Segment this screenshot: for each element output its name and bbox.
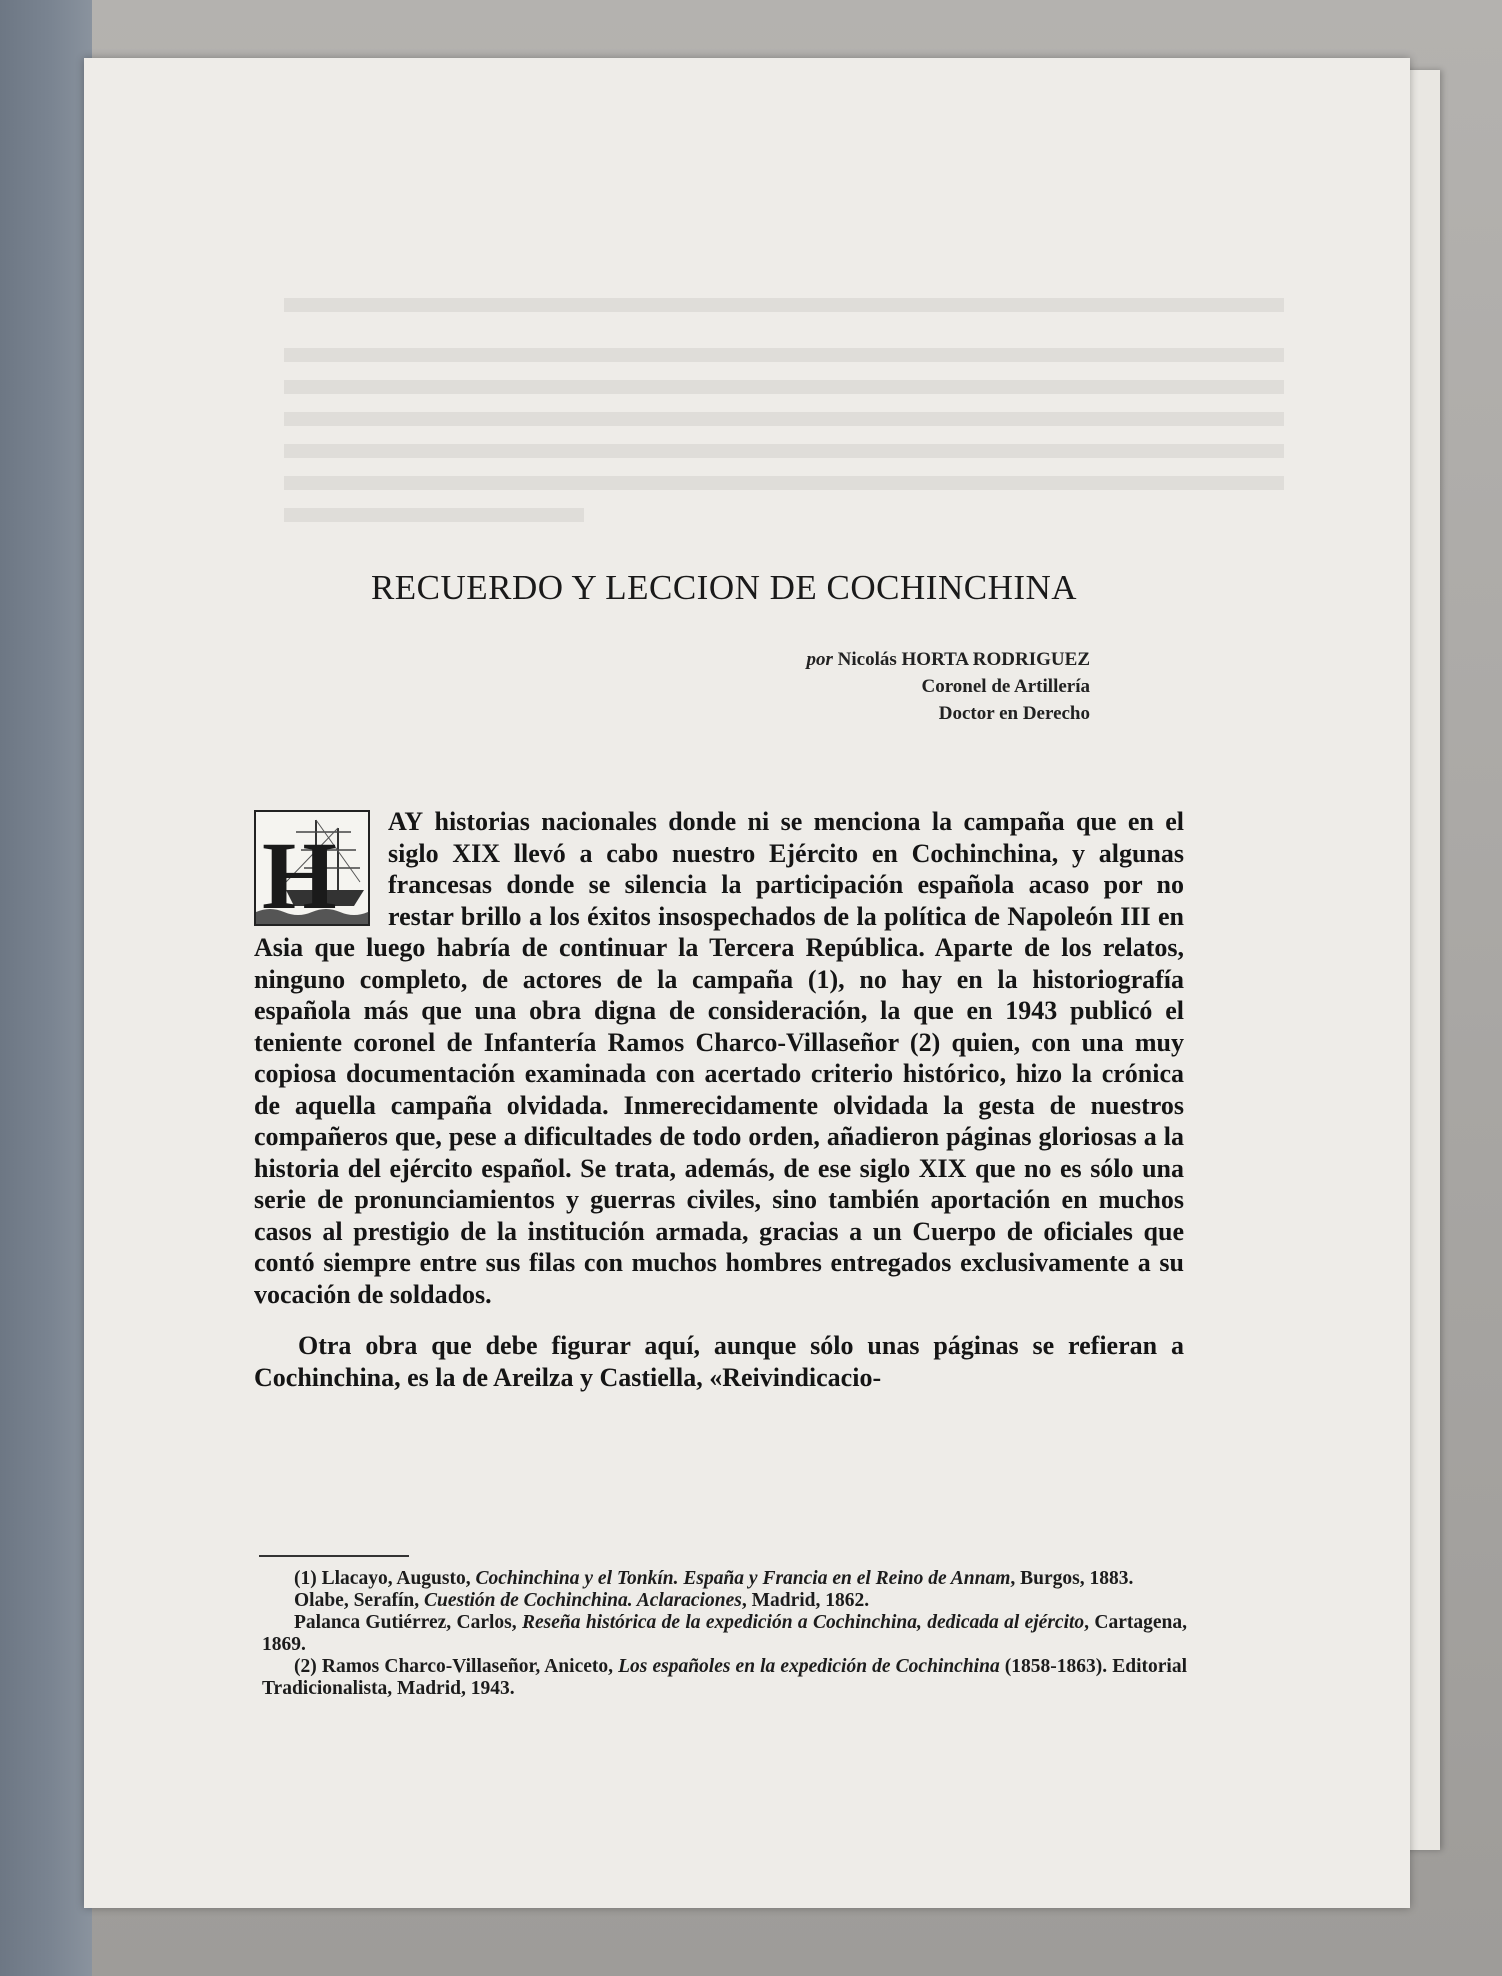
footnote-1	[262, 1568, 1187, 1590]
footnote-1b	[262, 1590, 1187, 1612]
byline-role-1: Coronel de Artillería	[921, 676, 1090, 697]
ship-illustration-icon	[256, 812, 368, 924]
footnote-title: Reseña histórica de la expedición a Cochinchina, dedicada al ejército	[521, 1612, 1085, 1633]
footnote-details: , Cartagena, 1869.	[262, 1612, 1188, 1655]
footnote-1c	[262, 1612, 1187, 1656]
footnote-details: (1858-1863). Editorial Tradicionalista, Madrid, 1943.	[262, 1656, 1188, 1699]
article-body	[254, 806, 1184, 1393]
byline-role-2: Doctor en Derecho	[938, 703, 1090, 724]
drop-cap-illustration	[254, 810, 370, 926]
footnotes	[262, 1568, 1187, 1700]
paragraph-1-text: historias nacionales donde ni se menciona la campaña que en el siglo XIX llevó a cabo nuestro Ejército en Cochinchina, y algunas francesas donde se silencia la participación española acaso por no restar brillo a los éxitos insospechados de la política de Napoleón III en Asia que luego habría de continuar la Tercera República. Aparte de los relatos, ninguno completo, de actores de la campaña (1), no hay en la historiografía española más que una obra digna de consideración, la que en 1943 publicó el teniente coronel de Infantería Ramos Charco-Villaseñor (2) quien, con una muy copiosa documentación examinada con acertado criterio histórico, hizo la crónica de aquella campaña olvidada. Inmerecidamente olvidada la gesta de nuestros compañeros que, pese a dificultades de todo orden, añadieron páginas gloriosas a la historia del ejército español. Se trata, además, de ese siglo XIX que no es sólo una serie de pronunciamientos y guerras civiles, sino también aportación en muchos casos al prestigio de la institución armada, gracias a un Cuerpo de oficiales que contó siempre entre sus filas con muchos hombres entregados exclusivamente a su vocación de soldados.	[254, 807, 1184, 1309]
footnote-author: Olabe, Serafín,	[294, 1590, 424, 1611]
paragraph-2: Otra obra que debe figurar aquí, aunque sólo unas páginas se refieran a Cochinchina, es la de Areilza y Castiella, «Reivindicacio-	[254, 1331, 1184, 1392]
footnote-details: , Burgos, 1883.	[1010, 1568, 1134, 1589]
book-cover-edge	[0, 0, 92, 1976]
footnote-title: Cochinchina y el Tonkín. España y Francia en el Reino de Annam	[475, 1568, 1011, 1589]
footnote-divider	[259, 1555, 409, 1557]
footnote-author: Ramos Charco-Villaseñor, Aniceto,	[321, 1656, 619, 1677]
footnote-author: Llacayo, Augusto,	[321, 1568, 476, 1589]
footnote-number: (1)	[294, 1568, 317, 1589]
bleed-lines	[204, 288, 1284, 538]
document-page	[84, 58, 1410, 1908]
byline-prefix: por	[806, 649, 833, 670]
footnote-2	[262, 1656, 1187, 1700]
footnote-title: Cuestión de Cochinchina. Aclaraciones	[424, 1590, 742, 1611]
footnote-author: Palanca Gutiérrez, Carlos,	[294, 1612, 522, 1633]
footnote-number: (2)	[294, 1656, 317, 1677]
byline-author: Nicolás HORTA RODRIGUEZ	[837, 649, 1090, 670]
paragraph-1	[254, 806, 1184, 1310]
article-title: RECUERDO Y LECCION DE COCHINCHINA	[370, 568, 1078, 607]
bleed-through-texture	[204, 288, 1284, 538]
byline-author-line	[807, 646, 1091, 673]
paragraph-1-lead: AY	[388, 807, 424, 836]
footnote-title: Los españoles en la expedición de Cochinchina	[618, 1656, 1000, 1677]
byline	[807, 646, 1091, 727]
svg-text:H: H	[262, 822, 337, 924]
footnote-details: , Madrid, 1862.	[741, 1590, 870, 1611]
